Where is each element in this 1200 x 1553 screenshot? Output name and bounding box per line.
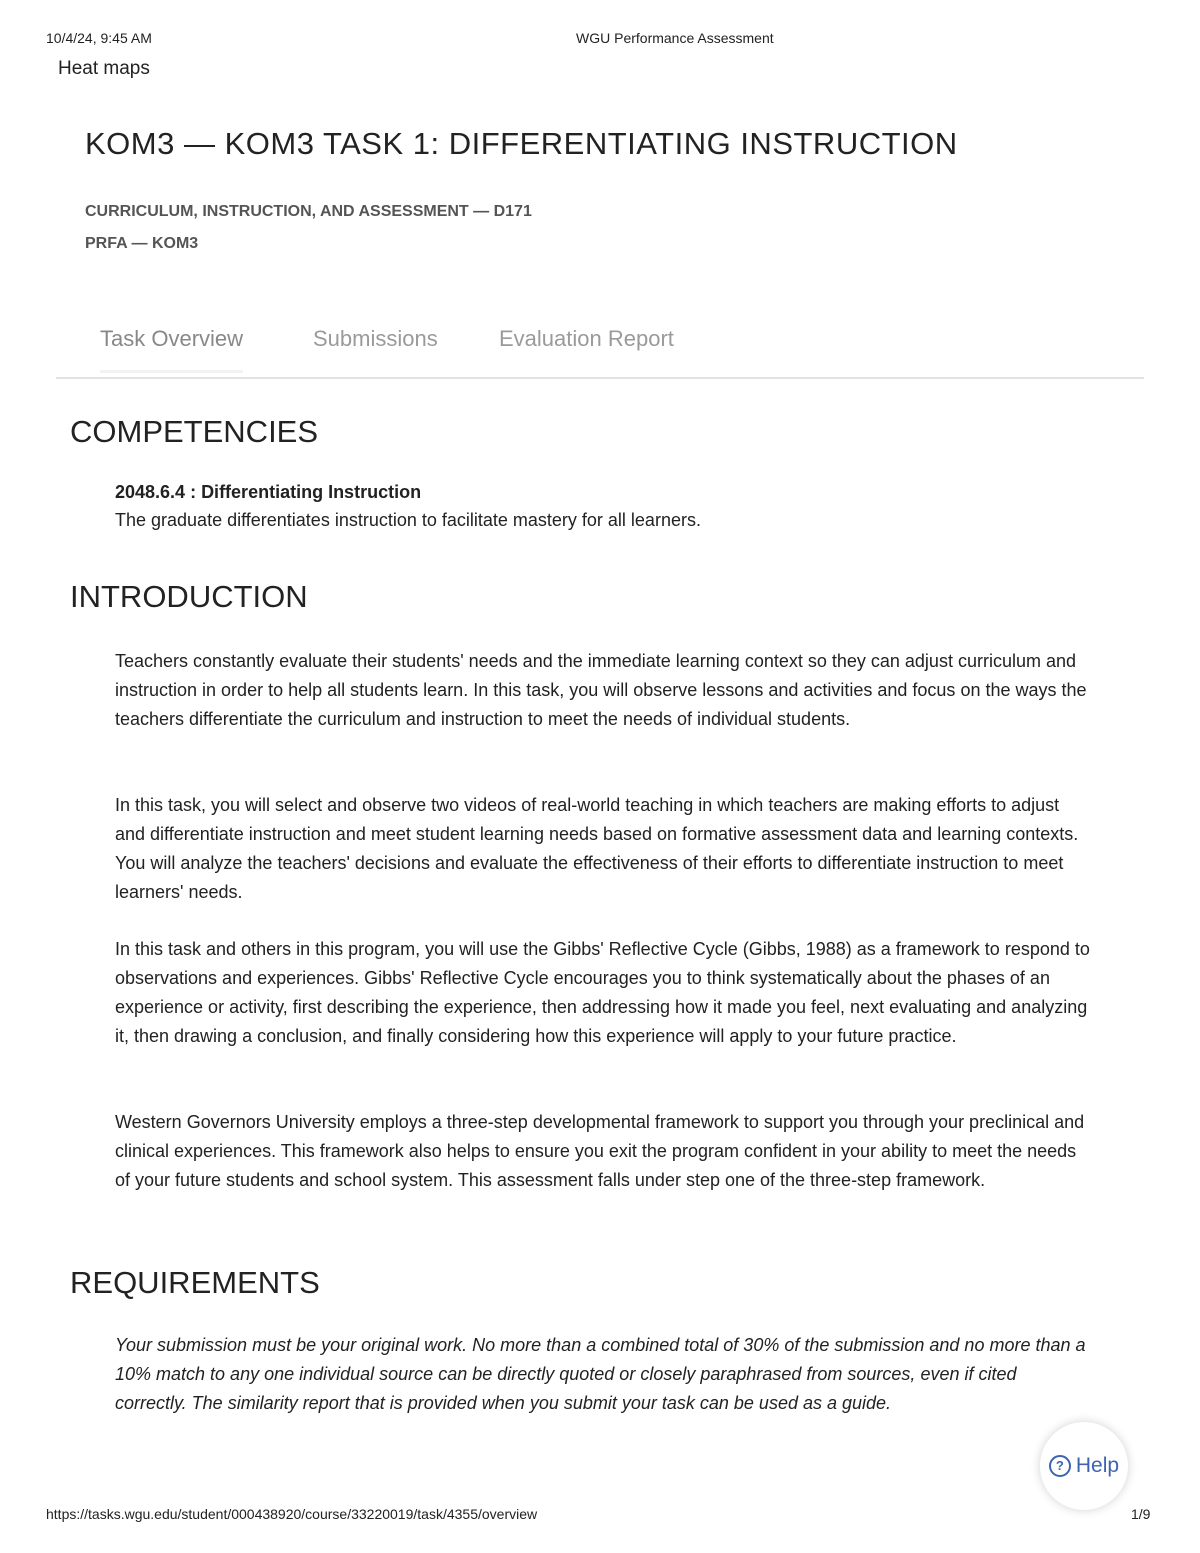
help-button[interactable] — [1040, 1422, 1128, 1510]
intro-paragraph: Teachers constantly evaluate their students' needs and the immediate learning context so they can adjust curriculum and instruction in order to help all students learn. In this task, you will observe lessons and activities and focus on the ways the teachers differentiate the curriculum and instruction to meet the needs of individual students. — [115, 651, 1087, 729]
tab-submissions[interactable]: Submissions — [313, 326, 438, 351]
tab-evaluation-report[interactable]: Evaluation Report — [499, 326, 674, 351]
page-title: KOM3 — KOM3 TASK 1: DIFFERENTIATING INSTRUCTION — [85, 126, 958, 161]
task-tabs — [56, 320, 1144, 379]
course-subtitle: CURRICULUM, INSTRUCTION, AND ASSESSMENT — D171 — [85, 203, 532, 220]
print-page-title: WGU Performance Assessment — [576, 30, 774, 46]
print-page-number: 1/9 — [1131, 1506, 1151, 1522]
tab-task-overview[interactable]: Task Overview — [100, 326, 243, 373]
introduction-heading: INTRODUCTION — [70, 579, 308, 614]
intro-paragraph: In this task and others in this program, you will use the Gibbs' Reflective Cycle (Gibbs, 1988) as a framework to respond to observations and experiences. Gibbs' Reflective Cycle encourages you to think systematically about the phases of an experience or activity, first describing the experience, then addressing how it made you feel, next evaluating and analyzing it, then drawing a conclusion, and finally considering how this experience will apply to your future practice. — [115, 939, 1090, 1046]
competency-description: The graduate differentiates instruction to facilitate mastery for all learners. — [115, 510, 701, 530]
breadcrumb: Heat maps — [58, 58, 150, 79]
requirements-heading: REQUIREMENTS — [70, 1265, 320, 1300]
competencies-heading: COMPETENCIES — [70, 414, 319, 449]
question-circle-icon: ? — [1049, 1455, 1071, 1477]
help-label: Help — [1075, 1454, 1120, 1477]
intro-paragraph: In this task, you will select and observe two videos of real-world teaching in which teachers are making efforts to adjust and differentiate instruction and meet student learning needs based on formative assessment data and learning contexts. You will analyze the teachers' decisions and evaluate the effectiveness of their efforts to differentiate instruction to meet learners' needs. — [115, 795, 1079, 902]
print-footer-url: https://tasks.wgu.edu/student/000438920/course/33220019/task/4355/overview — [46, 1506, 538, 1522]
prfa-subtitle: PRFA — KOM3 — [85, 235, 199, 252]
originality-note: Your submission must be your original work. No more than a combined total of 30% of the submission and no more than a 10% match to any one individual source can be directly quoted or closely paraphrased from sources, even if cited correctly. The similarity report that is provided when you submit your task can be used as a guide. — [115, 1335, 1086, 1413]
intro-paragraph: Western Governors University employs a three-step developmental framework to support you through your preclinical and clinical experiences. This framework also helps to ensure you exit the program confident in your ability to meet the needs of your future students and school system. This assessment falls under step one of the three-step framework. — [115, 1112, 1085, 1190]
competency-title: 2048.6.4 : Differentiating Instruction — [115, 482, 422, 502]
print-datetime: 10/4/24, 9:45 AM — [46, 30, 152, 46]
